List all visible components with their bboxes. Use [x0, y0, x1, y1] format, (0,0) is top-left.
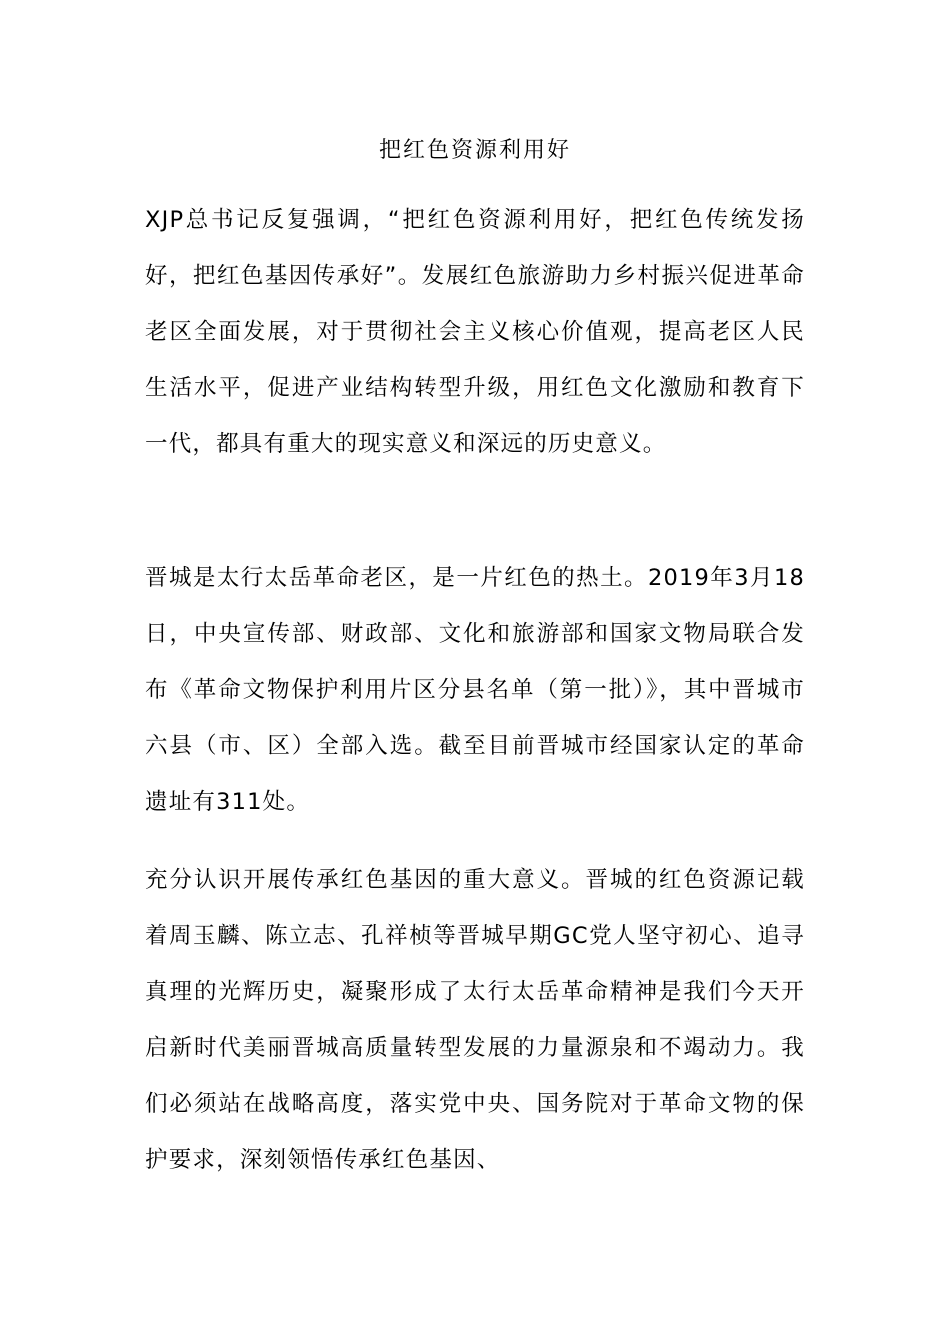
- paragraph-1: XJP总书记反复强调，“把红色资源利用好，把红色传统发扬好，把红色基因传承好”。发展红色旅游助力乡村振兴促进革命老区全面发展，对于贯彻社会主义核心价值观，提高老区人民生活水平，促进产业结构转型升级，用红色文化激励和教育下一代，都具有重大的现实意义和深远的历史意义。: [145, 207, 805, 457]
- paragraph-3: 充分认识开展传承红色基因的重大意义。晋城的红色资源记载着周玉麟、陈立志、孔祥桢等晋城早期GC党人坚守初心、追寻真理的光辉历史，凝聚形成了太行太岳革命精神是我们今天开启新时代美丽晋城高质量转型发展的力量源泉和不竭动力。我们必须站在战略高度，落实党中央、国务院对于革命文物的保护要求，深刻领悟传承红色基因、: [145, 867, 805, 1173]
- paragraph-2: 晋城是太行太岳革命老区，是一片红色的热土。2019年3月18日，中央宣传部、财政部、文化和旅游部和国家文物局联合发布《革命文物保护利用片区分县名单（第一批）》，其中晋城市六县（市、区）全部入选。截至目前晋城市经国家认定的革命遗址有311处。: [145, 565, 805, 815]
- document-title: 把红色资源利用好: [378, 138, 571, 163]
